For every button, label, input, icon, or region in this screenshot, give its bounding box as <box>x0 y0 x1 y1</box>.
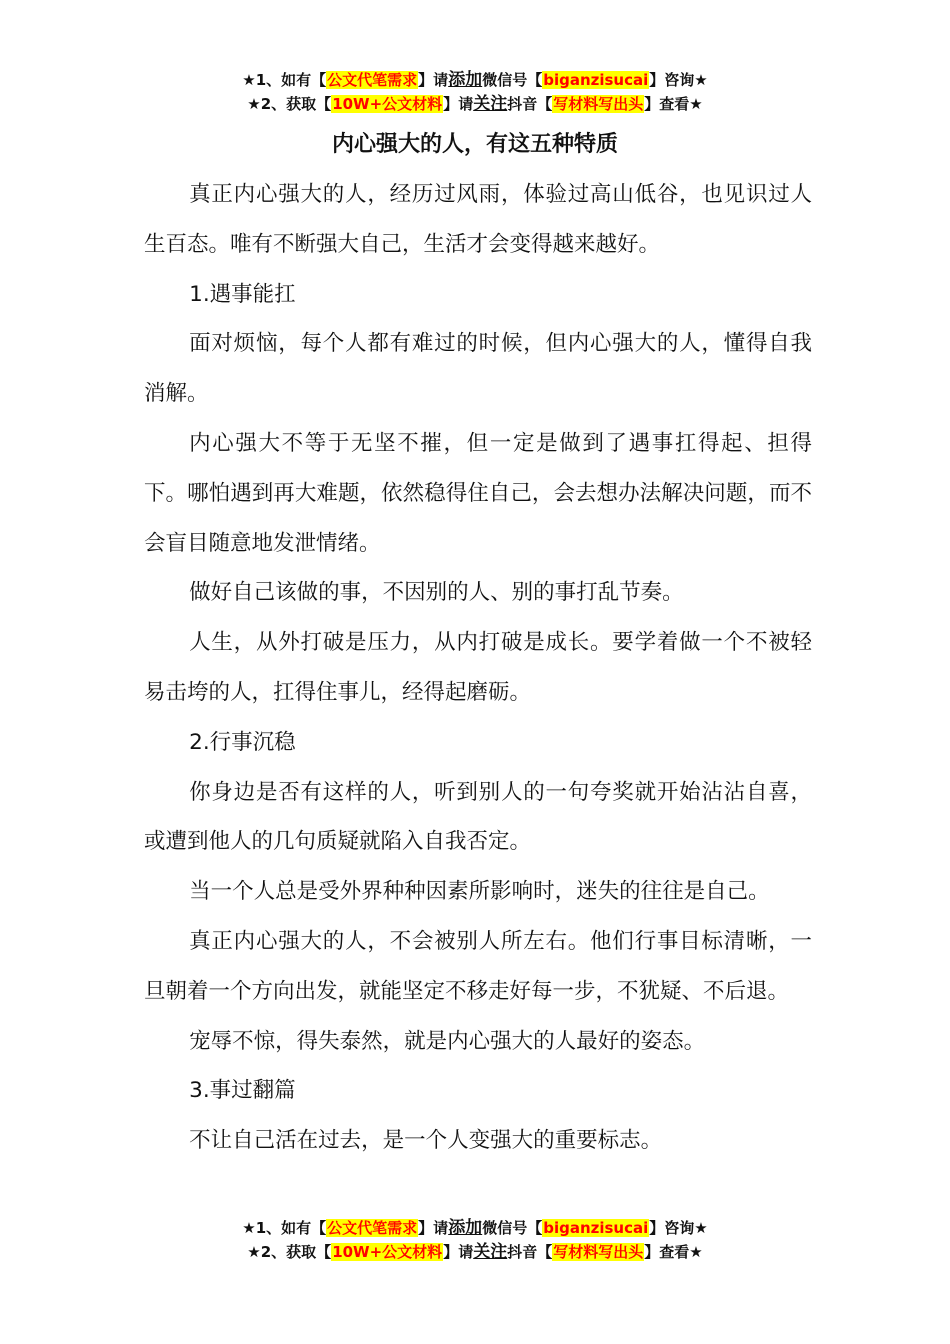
paragraph: 你身边是否有这样的人，听到别人的一句夸奖就开始沾沾自喜，或遭到他人的几句质疑就陷入自我否定。 <box>144 779 812 855</box>
highlight-wechat-id: biganzisucai <box>543 1219 649 1237</box>
paragraph: 面对烦恼，每个人都有难过的时候，但内心强大的人，懂得自我消解。 <box>144 331 812 407</box>
paragraph: 真正内心强大的人，不会被别人所左右。他们行事目标清晰，一旦朝着一个方向出发，就能坚定不移走好每一步，不犹疑、不后退。 <box>144 928 812 1004</box>
underline-follow: 关注 <box>473 1242 508 1262</box>
banner-line-2: ★2、获取【10W+公文材料】请关注抖音【写材料写出头】查看★ <box>247 1242 703 1262</box>
footer-banner <box>0 1216 950 1264</box>
underline-follow: 关注 <box>473 94 508 114</box>
header-banner <box>0 68 950 116</box>
banner-line-1: ★1、如有【公文代笔需求】请添加微信号【biganzisucai】咨询★ <box>242 70 708 90</box>
banner-line-1: ★1、如有【公文代笔需求】请添加微信号【biganzisucai】咨询★ <box>242 1218 708 1238</box>
highlight-douyin: 写材料写出头 <box>553 95 644 113</box>
paragraph: 内心强大不等于无坚不摧，但一定是做到了遇事扛得起、担得下。哪怕遇到再大难题，依然稳得住自己，会去想办法解决问题，而不会盲目随意地发泄情绪。 <box>144 430 812 556</box>
paragraph-intro: 真正内心强大的人，经历过风雨，体验过高山低谷，也见识过人生百态。唯有不断强大自己，生活才会变得越来越好。 <box>144 182 812 257</box>
document-body <box>144 170 812 1166</box>
highlight-materials: 10W+公文材料 <box>332 95 443 113</box>
banner-line-2: ★2、获取【10W+公文材料】请关注抖音【写材料写出头】查看★ <box>247 94 703 114</box>
paragraph: 宠辱不惊，得失泰然，就是内心强大的人最好的姿态。 <box>189 1028 706 1054</box>
highlight-service: 公文代笔需求 <box>327 1219 418 1237</box>
underline-add: 添加 <box>448 70 483 90</box>
section-heading-1: 1.遇事能扛 <box>189 281 296 307</box>
highlight-materials: 10W+公文材料 <box>332 1243 443 1261</box>
document-title: 内心强大的人，有这五种特质 <box>331 132 618 157</box>
paragraph: 不让自己活在过去，是一个人变强大的重要标志。 <box>189 1128 663 1154</box>
highlight-douyin: 写材料写出头 <box>553 1243 644 1261</box>
highlight-service: 公文代笔需求 <box>327 71 418 89</box>
section-heading-2: 2.行事沉稳 <box>189 729 296 755</box>
paragraph: 做好自己该做的事，不因别的人、别的事打乱节奏。 <box>189 580 684 606</box>
paragraph: 当一个人总是受外界种种因素所影响时，迷失的往往是自己。 <box>189 879 770 905</box>
paragraph: 人生，从外打破是压力，从内打破是成长。要学着做一个不被轻易击垮的人，扛得住事儿，经得起磨砺。 <box>144 630 812 705</box>
underline-add: 添加 <box>448 1218 483 1238</box>
section-heading-3: 3.事过翻篇 <box>189 1078 296 1104</box>
highlight-wechat-id: biganzisucai <box>543 71 649 89</box>
